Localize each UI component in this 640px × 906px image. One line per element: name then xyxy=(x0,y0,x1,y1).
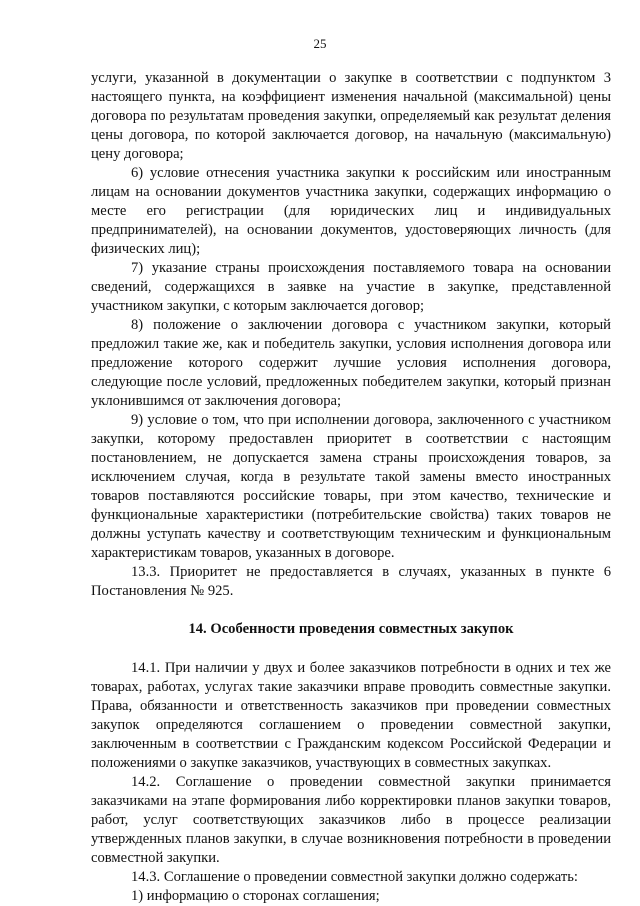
page-number: 25 xyxy=(313,36,327,51)
section-heading: 14. Особенности проведения совместных закупок xyxy=(188,621,514,637)
paragraph: 1) информацию о сторонах соглашения; xyxy=(131,888,380,904)
paragraph: 8) положение о заключении договора с участником закупки, который предложил такие же, как и победитель закупки, условия исполнения договора или предложение которого содержит лучшие условия исполнения договора, следующие после условий, предложенных победителем закупки, который признан уклонившимся от заключения договора; xyxy=(91,317,611,409)
paragraphs-top xyxy=(91,69,611,601)
paragraph: 7) указание страны происхождения поставляемого товара на основании сведений, содержащихся в заявке на участие в закупке, представленной участником закупки, с которым заключается договор; xyxy=(91,260,611,314)
paragraphs-bottom xyxy=(91,659,611,906)
paragraph: 9) условие о том, что при исполнении договора, заключенного с участником закупки, которому предоставлен приоритет в соответствии с настоящим постановлением, не допускается замена страны происхождения товаров, за исключением случая, когда в результате такой замены вместо иностранных товаров поставляются российские товары, при этом качество, технические и функциональные характеристики (потребительские свойства) таких товаров не должны уступать качеству и соответствующим техническим и функциональным характеристикам товаров, указанных в договоре. xyxy=(91,412,611,561)
paragraph: 14.1. При наличии у двух и более заказчиков потребности в одних и тех же товарах, работах, услугах такие заказчики вправе проводить совместные закупки. Права, обязанности и ответственность заказчиков при проведении совместных закупок определяются соглашением о проведении совместной закупки, заключенным в соответствии с Гражданским кодексом Российской Федерации и положениями о закупке заказчиков, участвующих в совместных закупках. xyxy=(91,660,611,771)
paragraph: услуги, указанной в документации о закупке в соответствии с подпунктом 3 настоящего пункта, на коэффициент изменения начальной (максимальной) цены договора по результатам проведения закупки, определяемый как результат деления цены договора, по которой заключается договор, на начальную (максимальную) цену договора; xyxy=(91,70,611,162)
document-body xyxy=(91,69,611,906)
paragraph: 14.2. Соглашение о проведении совместной закупки принимается заказчиками на этапе формирования либо корректировки планов закупки товаров, работ, услуг соответствующих заказчиков либо в процессе реализации утвержденных планов закупки, в случае возникновения потребности в проведении совместной закупки. xyxy=(91,774,611,866)
paragraph: 13.3. Приоритет не предоставляется в случаях, указанных в пункте 6 Постановления № 925. xyxy=(91,564,611,599)
paragraph: 14.3. Соглашение о проведении совместной закупки должно содержать: xyxy=(131,869,578,885)
paragraph: 6) условие отнесения участника закупки к российским или иностранным лицам на основании документов участника закупки, содержащих информацию о месте его регистрации (для юридических лиц и индивидуальных предпринимателей), на основании документов, удостоверяющих личность (для физических лиц); xyxy=(91,165,611,257)
